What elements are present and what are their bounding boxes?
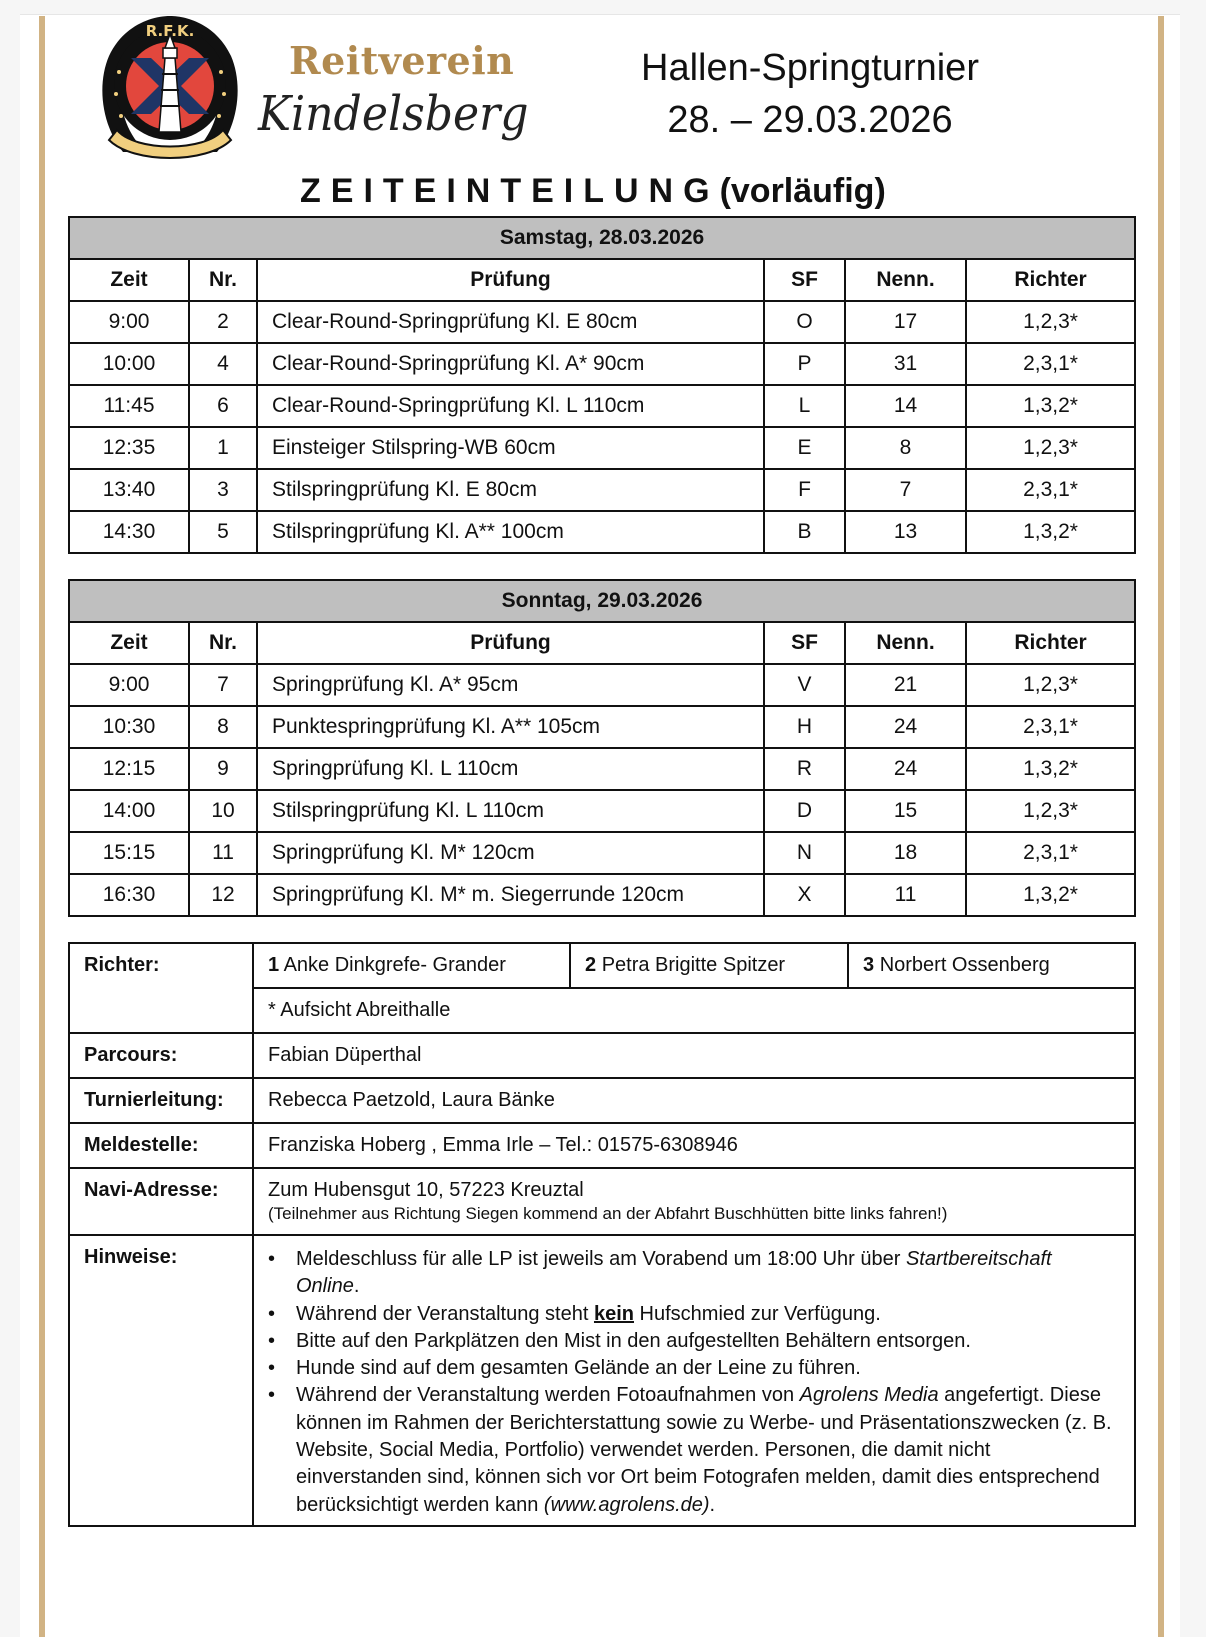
cell-pruefung: Stilspringprüfung Kl. A** 100cm: [257, 511, 764, 553]
note-item: • Während der Veranstaltung werden Fotoaufnahmen von Agrolens Media angefertigt. Diese können im Rahmen der Berichterstattung sowie zu Werbe- und Präsentationszwecken (z. B. Website, Social Media, Portfolio) verwendet werden. Personen, die damit nicht einverstanden sind, können sich vor Ort beim Fotografen melden, damit dies entsprechend berücksichtigt werden kann (www.agrolens.de).: [268, 1382, 1120, 1518]
info-table: [68, 942, 1136, 1527]
cell-richter: 1,2,3*: [966, 427, 1135, 469]
cell-zeit: 11:45: [69, 385, 189, 427]
cell-nenn: 24: [845, 706, 966, 748]
cell-pruefung: Springprüfung Kl. L 110cm: [257, 748, 764, 790]
cell-nenn: 11: [845, 874, 966, 916]
cell-sf: O: [764, 301, 845, 343]
column-header-row: [69, 259, 1135, 301]
cell-zeit: 13:40: [69, 469, 189, 511]
note-item: • Hunde sind auf dem gesamten Gelände an der Leine zu führen.: [268, 1355, 1120, 1382]
cell-richter: 1,3,2*: [966, 748, 1135, 790]
cell-sf: B: [764, 511, 845, 553]
cell-pruefung: Stilspringprüfung Kl. E 80cm: [257, 469, 764, 511]
cell-nenn: 13: [845, 511, 966, 553]
cell-sf: P: [764, 343, 845, 385]
col-sf: SF: [764, 259, 845, 301]
judge-3: [848, 943, 1135, 988]
cell-sf: L: [764, 385, 845, 427]
cell-richter: 1,3,2*: [966, 874, 1135, 916]
col-zeit: Zeit: [69, 259, 189, 301]
cell-pruefung: Springprüfung Kl. M* 120cm: [257, 832, 764, 874]
parcours-label: Parcours:: [69, 1033, 253, 1078]
parcours-value: Fabian Düperthal: [253, 1033, 1135, 1078]
cell-sf: F: [764, 469, 845, 511]
cell-sf: E: [764, 427, 845, 469]
note-item: • Während der Veranstaltung steht kein Hufschmied zur Verfügung.: [268, 1301, 1120, 1328]
cell-nr: 11: [189, 832, 257, 874]
judge-1-number: 1: [268, 954, 280, 976]
judge-2-number: 2: [585, 954, 597, 976]
judge-1: [253, 943, 570, 988]
cell-nr: 6: [189, 385, 257, 427]
col-sf: SF: [764, 622, 845, 664]
cell-sf: X: [764, 874, 845, 916]
table-row: [69, 664, 1135, 706]
cell-pruefung: Springprüfung Kl. M* m. Siegerrunde 120cm: [257, 874, 764, 916]
table-row: [69, 790, 1135, 832]
turnierleitung-value: Rebecca Paetzold, Laura Bänke: [253, 1078, 1135, 1123]
turnierleitung-label: Turnierleitung:: [69, 1078, 253, 1123]
note-item: • Bitte auf den Parkplätzen den Mist in den aufgestellten Behältern entsorgen.: [268, 1328, 1120, 1355]
navi-note: (Teilnehmer aus Richtung Siegen kommend an der Abfahrt Buschhütten bitte links fahren!): [268, 1204, 948, 1223]
cell-pruefung: Clear-Round-Springprüfung Kl. A* 90cm: [257, 343, 764, 385]
column-header-row: [69, 622, 1135, 664]
cell-pruefung: Stilspringprüfung Kl. L 110cm: [257, 790, 764, 832]
cell-pruefung: Springprüfung Kl. A* 95cm: [257, 664, 764, 706]
club-name-script: Kindelsberg: [258, 86, 529, 142]
schedule-table-sunday: [68, 579, 1136, 917]
cell-richter: 2,3,1*: [966, 343, 1135, 385]
gold-rule-left: [39, 16, 45, 1637]
cell-sf: V: [764, 664, 845, 706]
cell-zeit: 15:15: [69, 832, 189, 874]
cell-richter: 2,3,1*: [966, 706, 1135, 748]
col-zeit: Zeit: [69, 622, 189, 664]
judge-note: * Aufsicht Abreithalle: [253, 988, 1135, 1033]
cell-richter: 1,2,3*: [966, 790, 1135, 832]
navi-address: Zum Hubensgut 10, 57223 Kreuztal: [268, 1179, 584, 1201]
cell-nenn: 24: [845, 748, 966, 790]
cell-nr: 4: [189, 343, 257, 385]
judge-3-number: 3: [863, 954, 875, 976]
event-title: [600, 42, 1020, 146]
table-row: [69, 385, 1135, 427]
table-row: [69, 706, 1135, 748]
cell-nenn: 21: [845, 664, 966, 706]
table-row: [69, 469, 1135, 511]
table-row: [69, 832, 1135, 874]
meldestelle-value: Franziska Hoberg , Emma Irle – Tel.: 01575-6308946: [253, 1123, 1135, 1168]
col-richter: Richter: [966, 622, 1135, 664]
event-name: Hallen-Springturnier: [641, 47, 979, 89]
col-nenn: Nenn.: [845, 622, 966, 664]
event-dates: 28. – 29.03.2026: [667, 99, 953, 141]
cell-richter: 2,3,1*: [966, 469, 1135, 511]
document-title-suffix: (vorläufig): [719, 172, 886, 210]
richter-label: Richter:: [69, 943, 253, 1033]
col-nr: Nr.: [189, 622, 257, 664]
cell-zeit: 12:35: [69, 427, 189, 469]
judge-2-name: Petra Brigitte Spitzer: [601, 954, 786, 976]
cell-zeit: 9:00: [69, 301, 189, 343]
col-nenn: Nenn.: [845, 259, 966, 301]
cell-richter: 1,3,2*: [966, 511, 1135, 553]
notes-list: [268, 1246, 1120, 1519]
col-pruefung: Prüfung: [257, 259, 764, 301]
cell-nenn: 31: [845, 343, 966, 385]
cell-nenn: 17: [845, 301, 966, 343]
meldestelle-label: Meldestelle:: [69, 1123, 253, 1168]
cell-nr: 1: [189, 427, 257, 469]
cell-nr: 12: [189, 874, 257, 916]
cell-zeit: 14:30: [69, 511, 189, 553]
note-item: • Meldeschluss für alle LP ist jeweils am Vorabend um 18:00 Uhr über Startbereitschaft Online.: [268, 1246, 1120, 1301]
cell-zeit: 16:30: [69, 874, 189, 916]
cell-nr: 10: [189, 790, 257, 832]
cell-zeit: 10:00: [69, 343, 189, 385]
cell-zeit: 10:30: [69, 706, 189, 748]
cell-nr: 2: [189, 301, 257, 343]
document-title: [300, 172, 886, 211]
cell-sf: D: [764, 790, 845, 832]
cell-nr: 7: [189, 664, 257, 706]
club-name: Reitverein: [289, 38, 515, 83]
cell-richter: 1,2,3*: [966, 664, 1135, 706]
cell-nenn: 18: [845, 832, 966, 874]
col-richter: Richter: [966, 259, 1135, 301]
cell-sf: H: [764, 706, 845, 748]
judge-3-name: Norbert Ossenberg: [879, 954, 1050, 976]
col-nr: Nr.: [189, 259, 257, 301]
table-row: [69, 301, 1135, 343]
club-logo-icon: [95, 14, 245, 164]
cell-zeit: 14:00: [69, 790, 189, 832]
table-row: [69, 427, 1135, 469]
cell-nenn: 15: [845, 790, 966, 832]
cell-pruefung: Einsteiger Stilspring-WB 60cm: [257, 427, 764, 469]
judge-2: [570, 943, 848, 988]
col-pruefung: Prüfung: [257, 622, 764, 664]
cell-nenn: 14: [845, 385, 966, 427]
cell-nr: 8: [189, 706, 257, 748]
document-title-main: ZEITEINTEILUNG: [300, 172, 720, 210]
cell-sf: R: [764, 748, 845, 790]
svg-text:R.F.K.: R.F.K.: [145, 22, 195, 40]
cell-richter: 1,3,2*: [966, 385, 1135, 427]
cell-nr: 5: [189, 511, 257, 553]
agrolens-link[interactable]: (www.agrolens.de): [543, 1493, 710, 1516]
navi-value: [253, 1168, 1135, 1235]
cell-pruefung: Clear-Round-Springprüfung Kl. E 80cm: [257, 301, 764, 343]
navi-label: Navi-Adresse:: [69, 1168, 253, 1235]
cell-zeit: 12:15: [69, 748, 189, 790]
judge-1-name: Anke Dinkgrefe- Grander: [283, 954, 506, 976]
cell-sf: N: [764, 832, 845, 874]
hinweise-label: Hinweise:: [69, 1235, 253, 1526]
day-header: Samstag, 28.03.2026: [69, 217, 1135, 259]
cell-richter: 2,3,1*: [966, 832, 1135, 874]
cell-pruefung: Clear-Round-Springprüfung Kl. L 110cm: [257, 385, 764, 427]
cell-pruefung: Punktespringprüfung Kl. A** 105cm: [257, 706, 764, 748]
table-row: [69, 511, 1135, 553]
table-row: [69, 874, 1135, 916]
table-row: [69, 343, 1135, 385]
day-header: Sonntag, 29.03.2026: [69, 580, 1135, 622]
gold-rule-right: [1158, 16, 1164, 1637]
schedule-table-saturday: [68, 216, 1136, 554]
table-row: [69, 748, 1135, 790]
cell-richter: 1,2,3*: [966, 301, 1135, 343]
cell-nr: 9: [189, 748, 257, 790]
cell-zeit: 9:00: [69, 664, 189, 706]
cell-nenn: 8: [845, 427, 966, 469]
cell-nr: 3: [189, 469, 257, 511]
hinweise-value: [253, 1235, 1135, 1526]
cell-nenn: 7: [845, 469, 966, 511]
